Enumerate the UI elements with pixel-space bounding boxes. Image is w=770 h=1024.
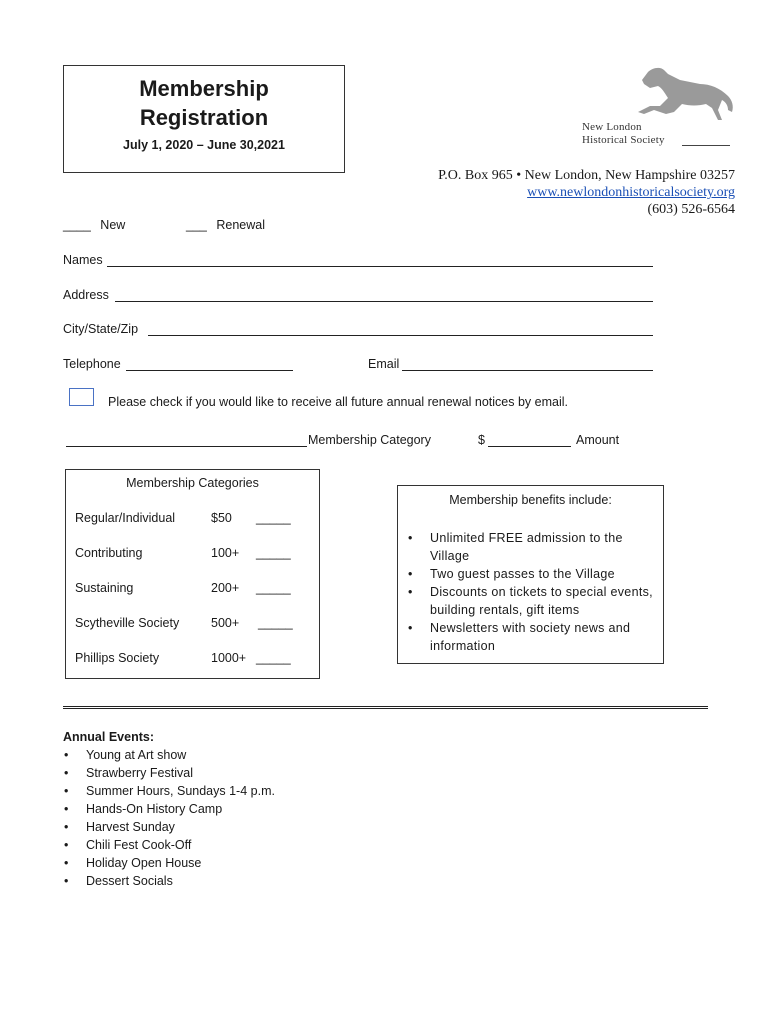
category-name: Regular/Individual	[75, 511, 176, 525]
category-name: Phillips Society	[75, 651, 160, 665]
membership-dates: July 1, 2020 – June 30,2021	[123, 138, 285, 152]
horse-icon	[582, 64, 742, 124]
events-list	[63, 746, 275, 890]
category-row[interactable]	[75, 581, 311, 597]
category-blank[interactable]: _____	[256, 651, 291, 665]
category-amount: 500+	[211, 616, 240, 630]
email-notice-text: Please check if you would like to receive all future annual renewal notices by email.	[108, 395, 568, 409]
email-field[interactable]	[402, 358, 653, 371]
dollar-sign: $	[478, 433, 485, 447]
org-name-line1: New London	[582, 121, 642, 133]
names-label: Names	[63, 253, 103, 267]
phone-number: (603) 526-6564	[647, 202, 735, 217]
city-label: City/State/Zip	[63, 322, 139, 336]
title-box	[63, 65, 345, 173]
renewal-option[interactable]	[186, 218, 265, 232]
benefits-title: Membership benefits include:	[449, 493, 612, 507]
page-title-line2: Registration	[139, 105, 269, 130]
benefits-list	[406, 529, 656, 655]
list-item: • Hands-On History Camp	[63, 800, 275, 818]
list-item: • Harvest Sunday	[63, 818, 275, 836]
list-item: • Strawberry Festival	[63, 764, 275, 782]
list-item: • Unlimited FREE admission to the Village	[406, 529, 656, 565]
list-item: • Summer Hours, Sundays 1-4 p.m.	[63, 782, 275, 800]
amount-label: Amount	[576, 433, 620, 447]
address-label: Address	[63, 288, 109, 302]
category-blank[interactable]: _____	[258, 616, 293, 630]
section-divider	[63, 706, 708, 709]
category-blank[interactable]: _____	[256, 511, 291, 525]
list-item: • Holiday Open House	[63, 854, 275, 872]
category-amount: 1000+	[211, 651, 247, 665]
category-row[interactable]	[75, 616, 311, 632]
categories-title: Membership Categories	[126, 476, 259, 490]
membership-category-label: Membership Category	[308, 433, 431, 447]
membership-category-field[interactable]	[66, 434, 307, 447]
new-blank[interactable]: ____	[63, 218, 91, 232]
telephone-label: Telephone	[63, 357, 121, 371]
membership-categories-box	[65, 469, 320, 679]
names-field[interactable]	[107, 254, 653, 267]
new-label: New	[100, 218, 126, 232]
society-logo	[582, 64, 742, 154]
list-item: • Two guest passes to the Village	[406, 565, 656, 583]
list-item: • Discounts on tickets to special events, building rentals, gift items	[406, 583, 656, 619]
renewal-blank[interactable]: ___	[186, 218, 207, 232]
logo-rule	[682, 145, 730, 146]
list-item: • Chili Fest Cook-Off	[63, 836, 275, 854]
membership-benefits-box	[397, 485, 664, 664]
org-name-line2: Historical Society	[582, 134, 665, 146]
category-name: Scytheville Society	[75, 616, 180, 630]
amount-field[interactable]	[488, 434, 571, 447]
category-row[interactable]	[75, 546, 311, 562]
category-blank[interactable]: _____	[256, 581, 291, 595]
category-blank[interactable]: _____	[256, 546, 291, 560]
mailing-address: P.O. Box 965 • New London, New Hampshire 03257	[438, 168, 735, 183]
email-label: Email	[368, 357, 400, 371]
category-amount: 100+	[211, 546, 240, 560]
new-option[interactable]	[63, 218, 125, 232]
annual-events	[63, 728, 275, 890]
category-row[interactable]	[75, 651, 311, 667]
list-item: • Dessert Socials	[63, 872, 275, 890]
category-row[interactable]	[75, 511, 311, 527]
category-name: Contributing	[75, 546, 143, 560]
address-field[interactable]	[115, 289, 653, 302]
list-item: • Newsletters with society news and information	[406, 619, 656, 655]
category-amount: 200+	[211, 581, 240, 595]
list-item: • Young at Art show	[63, 746, 275, 764]
renewal-label: Renewal	[216, 218, 265, 232]
email-notice-checkbox[interactable]	[69, 388, 94, 406]
website-link[interactable]: www.newlondonhistoricalsociety.org	[527, 185, 735, 200]
telephone-field[interactable]	[126, 358, 293, 371]
category-amount: $50	[211, 511, 232, 525]
city-field[interactable]	[148, 323, 653, 336]
contact-block	[438, 167, 735, 218]
events-title: Annual Events:	[63, 730, 154, 744]
category-name: Sustaining	[75, 581, 134, 595]
page-title-line1: Membership	[139, 76, 269, 101]
